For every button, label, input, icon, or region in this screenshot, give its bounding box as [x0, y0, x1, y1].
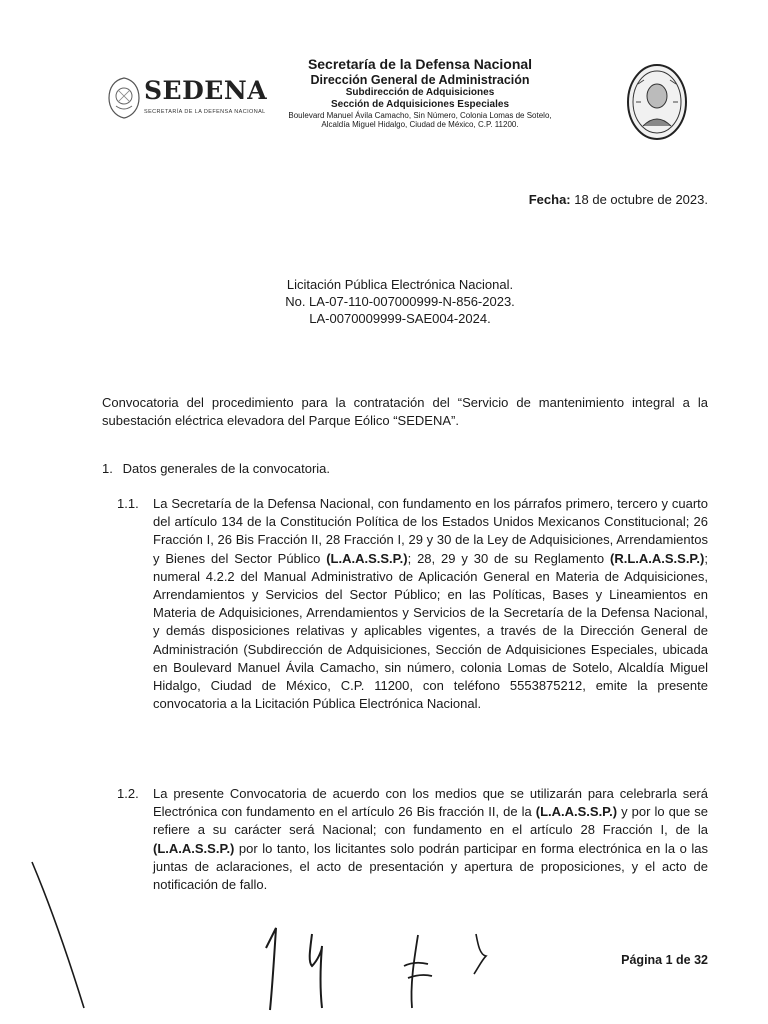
section-title: Datos generales de la convocatoria.: [122, 461, 331, 476]
tender-reference: [250, 276, 550, 327]
header-subdireccion: Subdirección de Adquisiciones: [345, 87, 495, 99]
paragraph-text: La presente Convocatoria de acuerdo con los medios que se utilizarán para celebrarla será Electrónica con fundamento en el artículo 26 Bis fracción II, de la (L.A.A.S.S.P.) y por lo que se refiere a su carácter será Nacional; con fundamento en el artículo 28 Fracción I, de la (L.A.A.S.S.P.) por lo tanto, los licitantes solo podrán participar en forma electrónica en la o las juntas de aclaraciones, el acto de presentación y apertura de proposiciones, y el acto de notificación de fallo.: [153, 786, 709, 893]
date-label: Fecha:: [528, 192, 571, 207]
paragraph-text: La Secretaría de la Defensa Nacional, con fundamento en los párrafos primero, tercero y cuarto del artículo 134 de la Constitución Política de los Estados Unidos Mexicanos Constitucional; 26 Fracción I, 26 Bis Fracción II, 28 Fracción I, 29 y 30 de la Ley de Adquisiciones, Arrendamientos y Bienes del Sector Público (L.A.A.S.S.P.); 28, 29 y 30 de su Reglamento (R.L.A.A.S.S.P.); numeral 4.2.2 del Manual Administrativo de Aplicación General en Materia de Adquisiciones, Arrendamientos y Servicios del Sector Público; en las Políticas, Bases y Lineamientos en Materia de Adquisiciones, Arrendamientos y Servicios de la Secretaría de la Defensa Nacional, y demás disposiciones relativas y aplicables vigentes, a través de la Dirección General de Administración (Subdirección de Adquisiciones, Sección de Adquisiciones Especiales, ubicada en Boulevard Manuel Ávila Camacho, sin número, colonia Lomas de Sotelo, Alcaldía Miguel Hidalgo, Ciudad de México, C.P. 11200, con teléfono 5553875212, emite la presente convocatoria a la Licitación Pública Electrónica Nacional.: [153, 496, 708, 712]
paragraph-number: 1.2.: [117, 786, 139, 801]
logo-subtitle: SECRETARÍA DE LA DEFENSA NACIONAL: [144, 109, 266, 115]
intro-paragraph: Convocatoria del procedimiento para la contratación del “Servicio de mantenimiento integral a la subestación eléctrica elevadora del Parque Eólico “SEDENA”.: [102, 395, 708, 428]
page-number: Página 1 de 32: [621, 953, 708, 967]
paragraph-number: 1.1.: [117, 496, 139, 511]
document-date: [529, 192, 708, 207]
letterhead: [270, 56, 570, 130]
paragraph-1-1: [117, 495, 708, 713]
institutional-emblem-icon: [626, 62, 688, 142]
sedena-logo: [106, 76, 266, 124]
header-address-1: Boulevard Manuel Ávila Camacho, Sin Número, Colonia Lomas de Sotelo,: [288, 110, 552, 120]
header-secretaria: Secretaría de la Defensa Nacional: [307, 56, 533, 72]
date-value: 18 de octubre de 2023.: [574, 192, 708, 207]
logo-name: SEDENA: [144, 76, 268, 105]
header-address-2: Alcaldía Miguel Hidalgo, Ciudad de México, C.P. 11200.: [321, 120, 519, 130]
header-seccion: Sección de Adquisiciones Especiales: [330, 99, 510, 111]
tender-type: Licitación Pública Electrónica Nacional.: [286, 277, 514, 292]
tender-number: No. LA-07-110-007000999-N-856-2023.: [285, 294, 515, 309]
section-number: 1.: [102, 461, 113, 476]
paragraph-1-2: [117, 785, 708, 894]
header-direccion: Dirección General de Administración: [310, 72, 530, 87]
section-heading: [102, 461, 330, 476]
coat-of-arms-icon: [106, 76, 142, 120]
tender-internal-number: LA-0070009999-SAE004-2024.: [309, 311, 491, 326]
